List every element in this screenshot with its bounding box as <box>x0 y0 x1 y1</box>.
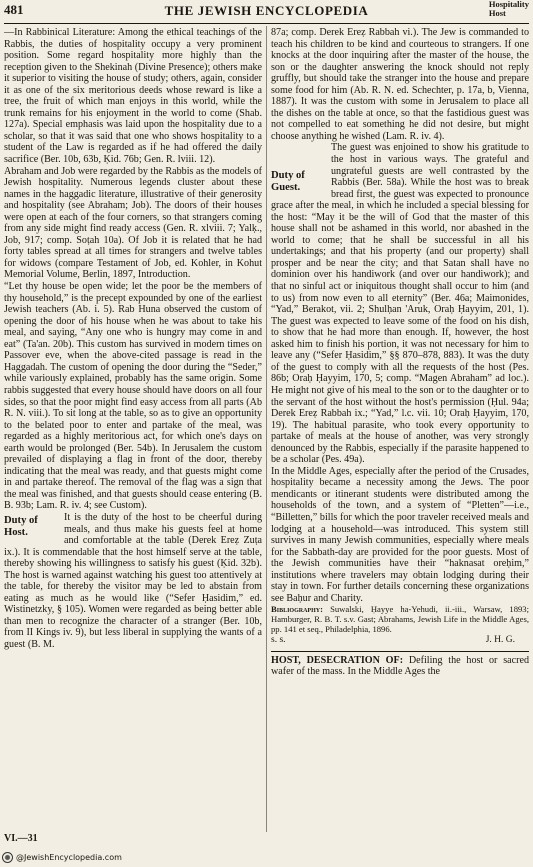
signature-author: J. H. G. <box>485 635 515 646</box>
bibliography-text: Suwalski, Ḥayye ha-Yehudi, ii.-iii., Warsaw, 1893; Hamburger, R. B. T. s.v. Gast; Abrahams, Jewish Life in the Middle Ages, pp. 141 et seq., Philadelphia, 1896. <box>271 604 529 635</box>
running-title: THE JEWISH ENCYCLOPEDIA <box>164 3 369 18</box>
paragraph-open-house: “Let thy house be open wide; let the poor be the members of thy household,” is the precept expounded by one of the earliest Jewish teachers (Ab. i. 5). Rab Huna observed the custom of opening the door of his house when he was about to take his meal, and saying, “Any one who is hungry may come in and eat” (Ta'an. 20b). This custom has survived in modern times on Passover eve, when the above-cited passage is read in the Haggadah. The custom of opening the door during the “Seder,” while variously explained, probably has the same origin. Some rabbis suggested that every house should have doors on all four sides, so that the poor might find easy access from all parts (Ab R. N. viii.). To sit long at the table, so as to give an opportunity to the belated poor to enter and partake of the meal, was regarded as a highly meritorious act, for which one's days on earth would be prolonged (Ber. 54b). In Jerusalem the custom prevailed of displaying a flag in front of the door, thereby indicating that the meal was ready, and that guests might come in and partake thereof. The removal of the flag was a sign that the meal was finished, and that guests should cease entering (B. B. 93b; Lam. R. iv. 4; see Custom). <box>4 281 262 512</box>
signature-line <box>271 635 529 647</box>
sidenote-duty-of-guest: Duty of Guest. <box>271 170 305 194</box>
paragraph-children-courtesy: 87a; comp. Derek Ereẓ Rabbah vi.). The Jew is commanded to teach his children to be kind and courteous to strangers. If one knocks at the door inquiring after the master of the house, the son or the daughter answering the knock should not reply gruffly, but should take the stranger into the house and prepare some food for him (Ab. R. N. ed. Schechter, p. 17a, b, Vienna, 1887). It was the custom with some in Jerusalem to place all the dishes on the table at once, so that the fastidious guest was not compelled to eat something he did not desire, but might choose anything he wished (Lam. R. iv. 4). <box>271 27 529 142</box>
site-credit <box>2 852 122 863</box>
site-credit-text: @JewishEncyclopedia.com <box>16 853 122 862</box>
entry-range-last: Host <box>488 8 506 18</box>
bibliography <box>271 604 529 634</box>
entry-range-first: Hospitality <box>488 0 529 9</box>
paragraph-abraham-job: Abraham and Job were regarded by the Rabbis as the models of Jewish hospitality. Numerous legends cluster about these names in the haggadic literature, illustrative of their generosity and hospitality (see Abraham; Job). The doors of their houses were open at each of the four corners, so that strangers coming from any side might find ready access (Gen. R. xlviii. 7; Yalḳ., Job, 917; comp. Soṭah 10a). Of Job it is related that he had forty tables spread at all times for strangers and twelve tables for widows (compare Testament of Job, ed. Kohler, in Kohut Memorial Volume, Berlin, 1897, Introduction. <box>4 165 262 281</box>
entry-range <box>489 0 529 18</box>
paragraph-rabbinical: —In Rabbinical Literature: Among the ethical teachings of the Rabbis, the duties of hospitality occupy a very prominent position. Some regard hospitality more highly than the reception given to the Shekinah (Divine Presence); others make it superior to visiting the house of study; others, again, consider it as one of the six meritorious deeds whose reward is like a tree, the fruit of which man enjoys in this world, while the trunk remains for his enjoyment in the world to come (Shab. 127a). Special emphasis was laid upon the hospitality due to a scholar, so that it was said that one who shows hospitality to a student of the Law is regarded as if he had offered the daily sacrifice (Ber. 10b, 63b, Ḳid. 76b; Gen. R. lviii. 12). <box>4 27 262 166</box>
right-column <box>271 27 529 832</box>
paragraph-host-duties: It is the duty of the host to be cheerful during meals, and thus make his guests feel at home and comfortable at the table (Derek Ereẓ Zuṭa ix.). It is commendable that the host himself serve at the table, thereby showing his willingness to satisfy his guest (Ḳid. 32b). The host is warned against watching his guest too attentively at the table, for thereby the visitor may be led to abstain from eating as much as he would like (“Sefer Ḥasidim,” ed. Wistinetzky, § 105). Women were regarded as being better able than men to recognize the character of a stranger (Ber. 10b, from II Kings iv. 9), but less liberal in supplying the wants of a guest (B. M. <box>4 511 262 650</box>
next-entry-text: Defiling the host or sacred wafer of the mass. In the Middle Ages the <box>271 654 529 678</box>
paragraph-guest-duties: The guest was enjoined to show his gratitude to the host in various ways. The grateful and ungrateful guests are well contrasted by the Rabbis (Ber. 58a). While the host was to break bread first, the guest was expected to pronounce grace after the meal, in which he included a special blessing for the host: “May it be the will of God that the master of this house shall not be ashamed in this world, nor abashed in the world to come; that he shall be successful in all his undertakings; and that his property (and our property) shall prosper and be near the city; and that Satan shall have no dominion over his handiwork (and over our handiwork); and that no sinful act or iniquitous thought shall occur to him (and to us) from now even to all eternity” (Ber. 46a; Maimonides, “Yad,” Berakot, vii. 2; Shulḥan 'Aruk, Oraḥ Ḥayyim, 201, 1). The guest was expected to leave some of the food on his dish, to show that he had more than enough. If, however, the host asked him to finish his portion, it was not necessary for him to leave any (“Sefer Ḥasidim,” §§ 870–878, 883). It was the duty of the guest to comply with all the requests of the host (Pes. 86b; Oraḥ Ḥayyim, 170, 5; comp. “Magen Abraham” ad loc.). He might not give of his meal to the son or to the daughter or to the servant of the host without the host's permission (Ḥul. 94a; Derek Ereẓ Rabbah ix.; “Yad,” l.c. vii. 10; Oraḥ Ḥayyim, 170, 19). The habitual parasite, who took every opportunity to partake of meals at the house of another, was very strongly denounced by the Rabbis, especially if the parasite happened to be a scholar (Pes. 49a). <box>271 142 529 466</box>
paragraph-middle-ages: In the Middle Ages, especially after the period of the Crusades, hospitality became a necessity among the Jews. The poor mendicants or itinerant students were distributed among the households of the town, and a system of “Pletten”—i.e., “Billetten,” bills for which the poor traveler received meals and lodging at a household—was introduced. This system still survives in many Jewish communities, especially where meals for the Sabbath-day are provided for the poor guests. Most of the Jewish communities have their “haknasat oreḥim,” institutions where travelers may obtain lodging during their stay in town. For further details concerning these organizations see Baḥur and Charity. <box>271 465 529 604</box>
page-number: 481 <box>4 2 24 17</box>
column-divider <box>266 26 267 832</box>
header-rule <box>4 23 529 24</box>
signature-left: s. s. <box>271 635 286 646</box>
next-entry-title: HOST, DESECRATION OF: <box>271 654 404 666</box>
sidenote-duty-of-host: Duty of Host. <box>4 514 38 538</box>
left-column <box>4 27 262 832</box>
entry-separator <box>271 651 529 652</box>
site-logo-icon <box>2 852 13 863</box>
page-header <box>4 0 529 22</box>
next-entry <box>271 655 529 678</box>
volume-signature: VI.—31 <box>4 833 38 844</box>
bibliography-label: Bibliography: <box>271 604 323 615</box>
